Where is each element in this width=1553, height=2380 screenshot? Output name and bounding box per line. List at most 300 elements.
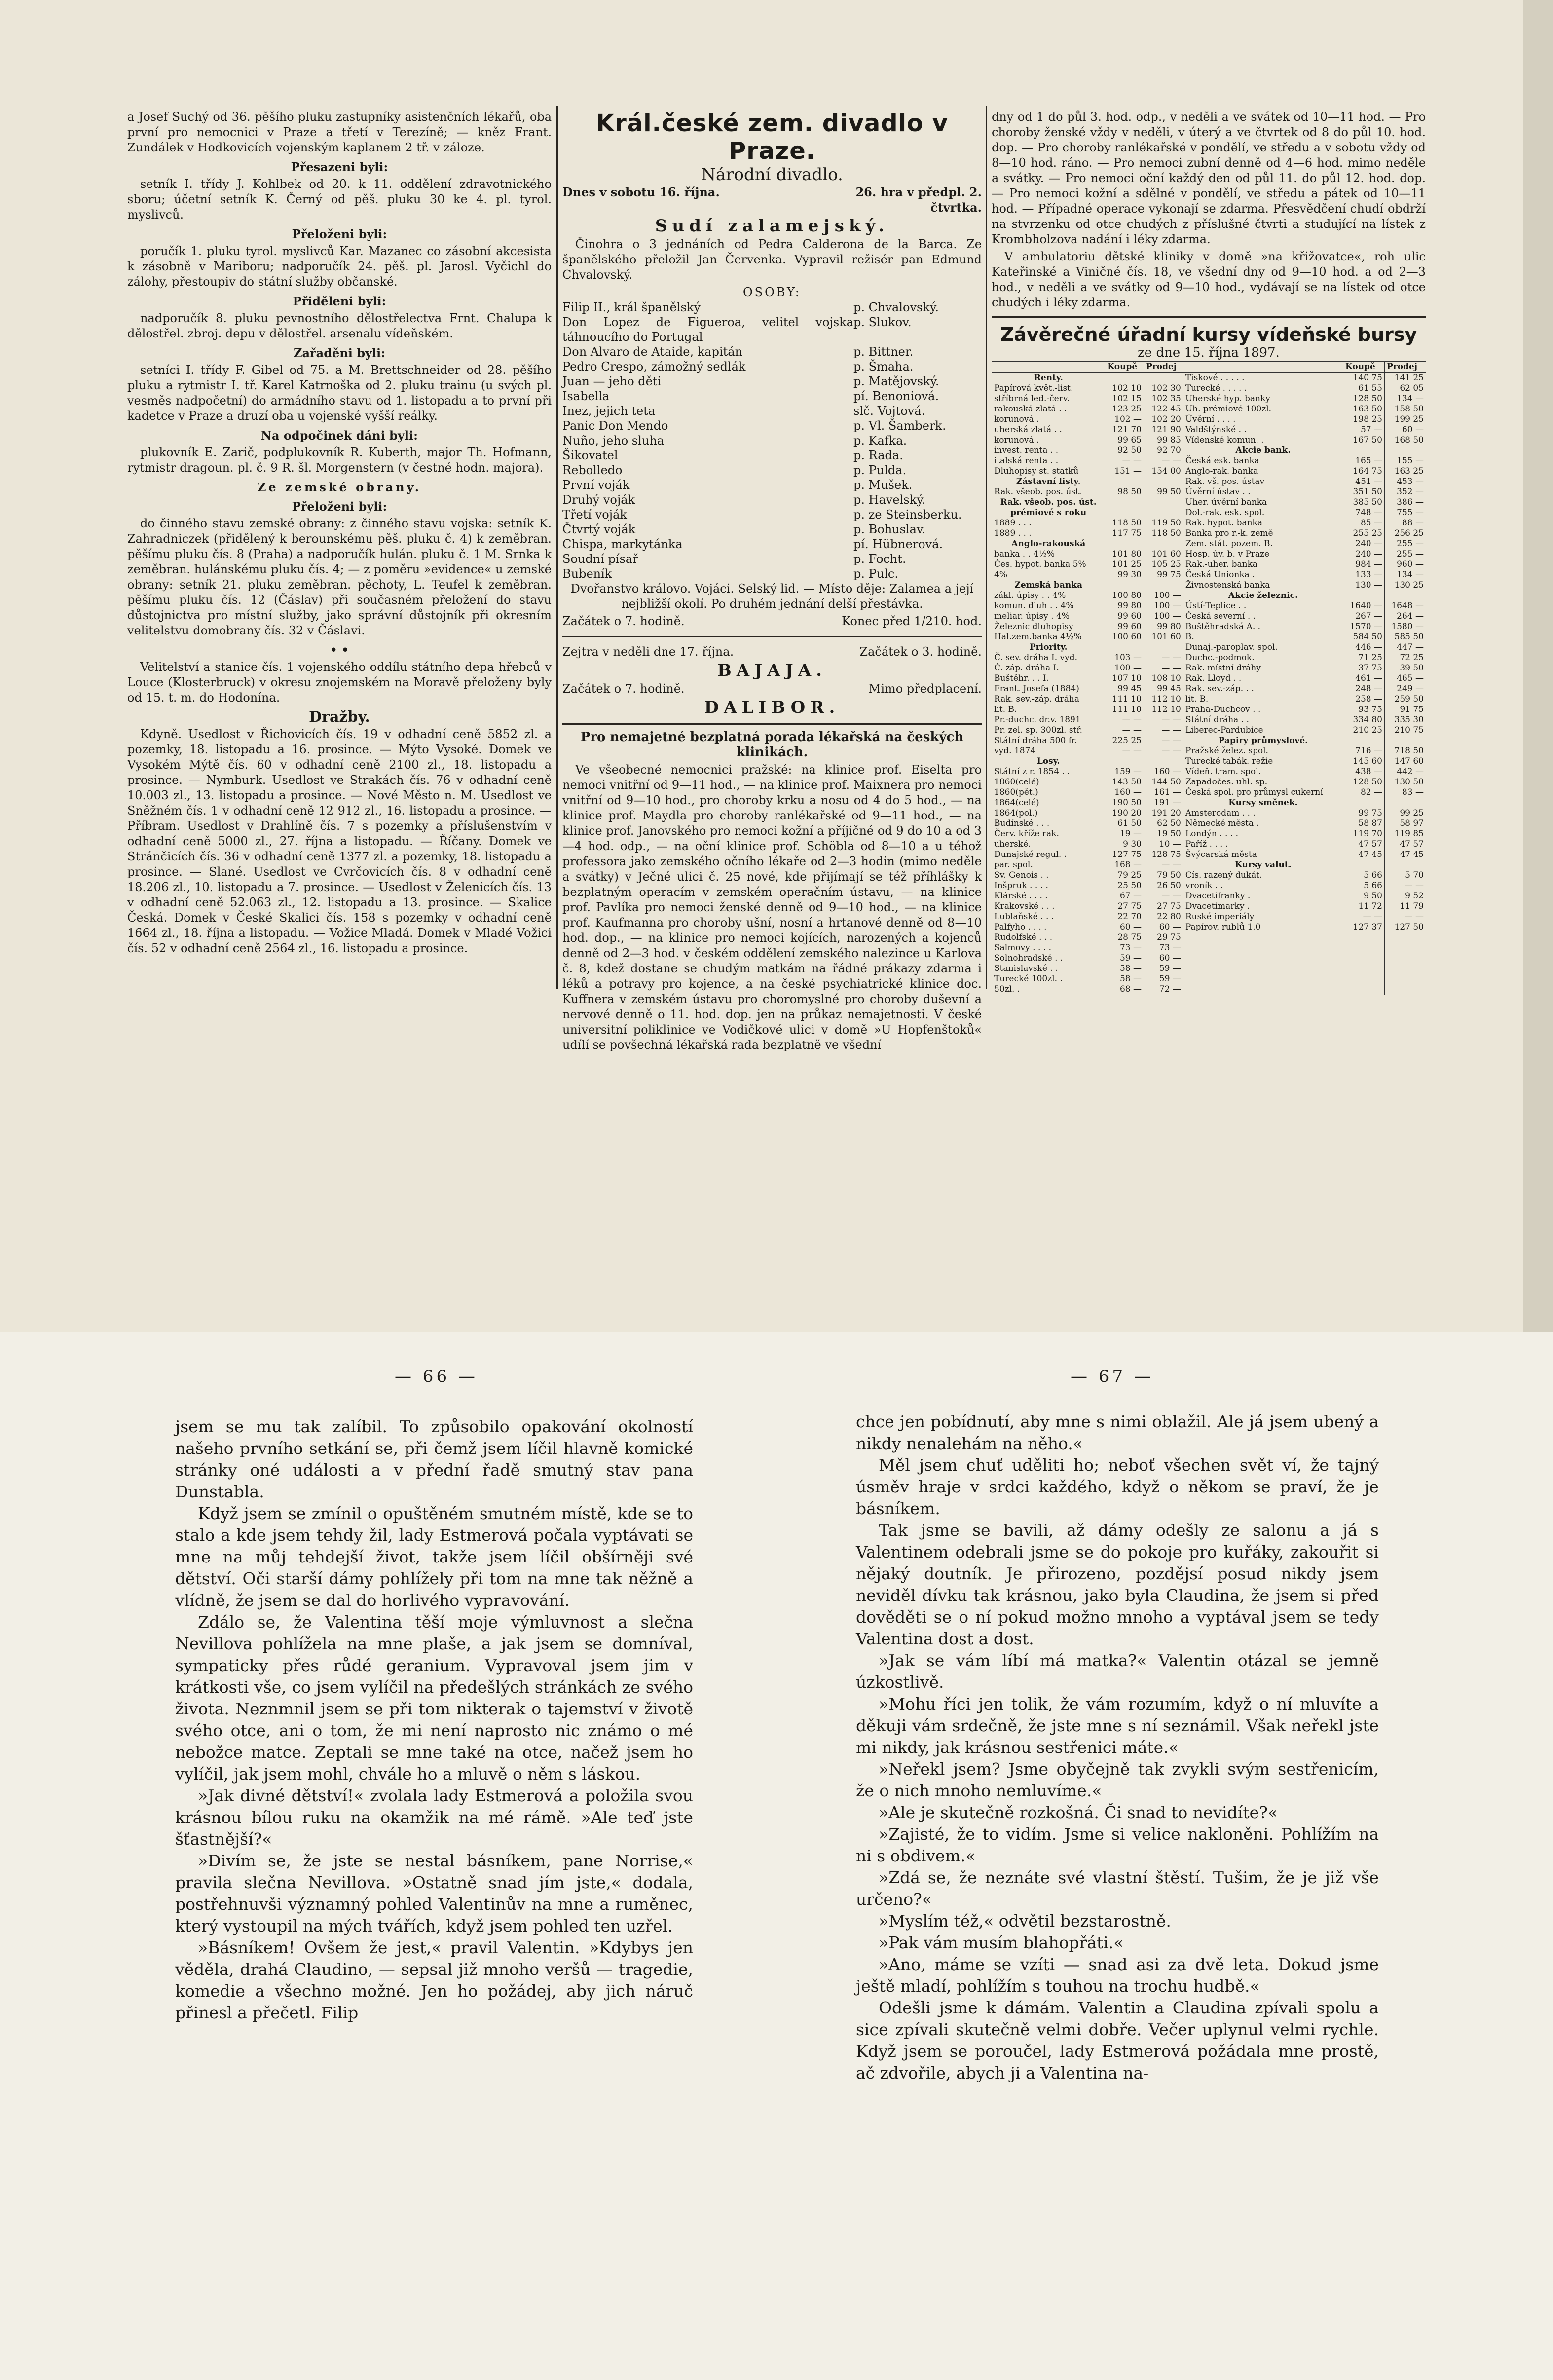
bursy-cell bbox=[1105, 477, 1144, 487]
bursy-cell: 68 — bbox=[1105, 984, 1144, 995]
bursy-cell: — — bbox=[1343, 912, 1384, 922]
bursy-cell: 112 10 bbox=[1144, 694, 1183, 705]
novel-page-left bbox=[175, 1416, 693, 2329]
bursy-cell: — — bbox=[1144, 891, 1183, 901]
bursy-cell: 144 50 bbox=[1144, 777, 1183, 787]
bursy-cell: uherské. bbox=[992, 839, 1105, 850]
bursy-row bbox=[992, 394, 1426, 404]
cast-actor: p. Rada. bbox=[853, 448, 903, 462]
bursy-cell bbox=[1183, 974, 1343, 984]
bursy-cell: Duchc.-podmok. bbox=[1183, 653, 1343, 663]
bursy-cell: Akcie železnic. bbox=[1183, 591, 1343, 601]
bursy-cell: 451 — bbox=[1343, 477, 1384, 487]
cast-role: Soudní písař bbox=[562, 552, 638, 566]
bursy-cell: 117 75 bbox=[1105, 528, 1144, 539]
bursy-cell: 258 — bbox=[1343, 694, 1384, 705]
bursy-cell: Anglo-rak. banka bbox=[1183, 466, 1343, 477]
bursy-cell: 108 10 bbox=[1144, 673, 1183, 684]
news-paragraph: setník I. třídy J. Kohlbek od 20. k 11. oddělení zdravotnického sboru; účetní setník K. Černý od pěš. pluku 30 ke 4. pl. tyrol. myslivců. bbox=[127, 177, 552, 222]
bursy-cell: zákl. úpisy . . 4% bbox=[992, 591, 1105, 601]
bursy-cell: Zemská banka bbox=[992, 580, 1105, 591]
bursy-cell bbox=[1343, 974, 1384, 984]
bursy-cell: 101 60 bbox=[1144, 632, 1183, 642]
bursy-cell bbox=[1385, 736, 1426, 746]
bursy-cell: 198 25 bbox=[1343, 414, 1384, 425]
bursy-cell: Paříž . . . . bbox=[1183, 839, 1343, 850]
bursy-row bbox=[992, 818, 1426, 829]
bursy-cell: 99 80 bbox=[1144, 622, 1183, 632]
bursy-cell bbox=[1105, 642, 1144, 653]
bursy-title: Závěrečné úřadní kursy vídeňské bursy bbox=[1000, 324, 1417, 345]
play-end: Konec před 1/210. hod. bbox=[842, 614, 982, 628]
page-number-left: — 66 — bbox=[395, 1367, 478, 1386]
bursy-cell: 60 — bbox=[1144, 922, 1183, 932]
bursy-cell: Sv. Genois . . bbox=[992, 870, 1105, 881]
bursy-cell: 118 50 bbox=[1144, 528, 1183, 539]
bursy-cell: Červ. kříže rak. bbox=[992, 829, 1105, 839]
bursy-cell: Dvacetifranky . bbox=[1183, 891, 1343, 901]
bursy-cell: 130 — bbox=[1343, 580, 1384, 591]
bursy-cell: Valdštýnské . . bbox=[1183, 425, 1343, 435]
right-column bbox=[992, 110, 1426, 994]
bursy-cell: 145 60 bbox=[1343, 756, 1384, 767]
tomorrow-play-evening: DALIBOR. bbox=[704, 698, 840, 717]
bursy-cell: Rak. vš. pos. ústav bbox=[1183, 477, 1343, 487]
bursy-cell: meliar. úpisy . 4% bbox=[992, 611, 1105, 622]
bursy-row bbox=[992, 673, 1426, 684]
bursy-cell: 453 — bbox=[1385, 477, 1426, 487]
bursy-cell: 447 — bbox=[1385, 642, 1426, 653]
bursy-row bbox=[992, 881, 1426, 891]
bursy-cell: Vídeň. tram. spol. bbox=[1183, 767, 1343, 777]
bursy-cell: 82 — bbox=[1343, 787, 1384, 798]
bursy-row bbox=[992, 622, 1426, 632]
bursy-cell: 168 50 bbox=[1385, 435, 1426, 446]
tomorrow-play: BAJAJA. bbox=[717, 661, 827, 680]
bursy-cell: B. bbox=[1183, 632, 1343, 642]
bursy-cell: 11 72 bbox=[1343, 901, 1384, 912]
bursy-row bbox=[992, 705, 1426, 715]
bursy-cell: 62 50 bbox=[1144, 818, 1183, 829]
cast-actor: p. Bittner. bbox=[853, 345, 914, 359]
bursy-row bbox=[992, 404, 1426, 414]
cast-actor: p. Focht. bbox=[853, 552, 906, 566]
bursy-row bbox=[992, 642, 1426, 653]
cast-role: Nuño, jeho sluha bbox=[562, 434, 665, 447]
bursy-cell: 91 75 bbox=[1385, 705, 1426, 715]
bursy-cell: — — bbox=[1105, 456, 1144, 466]
bursy-cell: 101 60 bbox=[1144, 549, 1183, 559]
cast-actor: pí. Hübnerová. bbox=[853, 537, 943, 551]
bursy-cell bbox=[1144, 508, 1183, 518]
bursy-row bbox=[992, 601, 1426, 611]
bursy-cell: 161 — bbox=[1144, 787, 1183, 798]
cast-row bbox=[562, 507, 982, 522]
bursy-cell bbox=[1144, 642, 1183, 653]
section-ornament: • • bbox=[330, 643, 349, 657]
news-paragraph: plukovník E. Zarič, podplukovník R. Kuberth, major Th. Hofmann, rytmistr dragoun. pl. č. 9 R. šl. Morgenstern (v čestné hodn. majora). bbox=[127, 446, 552, 475]
cast-row bbox=[562, 552, 982, 566]
novel-paragraph: jsem se mu tak zalíbil. To způsobilo opakování okolností našeho prvního setkání se, při čemž jsem líčil hlavně komické stránky oné události a v přední řadě smutný stav pana Dunstabla. bbox=[175, 1417, 693, 1501]
bursy-cell bbox=[1144, 477, 1183, 487]
bursy-cell: Státní dráha . . bbox=[1183, 715, 1343, 725]
bursy-cell: 47 57 bbox=[1385, 839, 1426, 850]
poradna-text: Ve všeobecné nemocnici pražské: na klinice prof. Eiselta pro nemoci vnitřní od 9—11 hod., — na klinice prof. Maixnera pro nemoci vnitřní od 9—10 hod., pro choroby krku a nosu od 4 do 5 hod., — na klinice prof. Maydla pro choroby ranlékařské od 9—11 hod., — na klinice prof. Janovského pro nemoci kožní a příjičné od 9 do 10 a od 3—4 hod. odp., — na oční klinice prof. Schöbla od 8—10 a u téhož professora jako zemského očního lékaře od 2—3 hodin (mimo neděle a svátky) v Ječné ulici č. 25 nové, kde přijímají se též příhlášky k bezplatným operacím v zemském operačním ústavu, — na klinice prof. Pavlíka pro nemoci ženské denně od 9—10 hod., — na klinice prof. Kaufmanna pro choroby ušní, nosní a hrtanové denně od 8—10 hod. dop., — na klinice pro nemoci kojících, narozených a kojenců denně od 2—3 hod. v českém oddělení zemského nalezince u Karlova č. 8, kdež dostane se chudým matkám na řádné prákazy zdarma i léků a potravy pro kojence, a na české psychiatrické klinice doc. Kuffnera v zemském ústavu pro choromyslné pro choroby duševní a nervové denně o 11. hod. dop. jen na průkaz nemajetnosti. V české universitní poliklinice ve Vodičkové ulici v domě »U Hopfenštoků« udílí se povšechná lékařská rada bezplatně ve všední bbox=[562, 763, 982, 1052]
theatre-subtitle: Národní divadlo. bbox=[701, 165, 843, 185]
bursy-cell bbox=[1385, 984, 1426, 995]
bursy-cell: Praha-Duchcov . . bbox=[1183, 705, 1343, 715]
novel-paragraph: »Jak divné dětství!« zvolala lady Estmerová a položila svou krásnou bílou ruku na okamžik na mé rámě. »Ale teď jste šťastnější?« bbox=[175, 1786, 693, 1849]
bursy-cell: lit. B. bbox=[1183, 694, 1343, 705]
bursy-row bbox=[992, 953, 1426, 964]
bursy-cell: 140 75 bbox=[1343, 372, 1384, 383]
bursy-cell: Anglo-rakouská bbox=[992, 539, 1105, 549]
bursy-cell: Česká Unionka . bbox=[1183, 570, 1343, 580]
bursy-cell: 72 25 bbox=[1385, 653, 1426, 663]
bursy-cell: Hal.zem.banka 4½% bbox=[992, 632, 1105, 642]
bursy-cell: 60 — bbox=[1105, 922, 1144, 932]
bursy-cell: 99 25 bbox=[1385, 808, 1426, 818]
cast-actor: p. Pulc. bbox=[853, 567, 898, 581]
novel-paragraph: »Ale je skutečně rozkošná. Či snad to nevidíte?« bbox=[879, 1803, 1278, 1822]
bursy-row bbox=[992, 580, 1426, 591]
bursy-cell: Frant. Josefa (1884) bbox=[992, 684, 1105, 694]
news-subheading: Přesazeni byli: bbox=[291, 160, 388, 174]
bursy-cell: 102 30 bbox=[1144, 383, 1183, 394]
bursy-cell: 249 — bbox=[1385, 684, 1426, 694]
bursy-cell: 22 80 bbox=[1144, 912, 1183, 922]
bursy-cell: 19 — bbox=[1105, 829, 1144, 839]
bursy-cell: — — bbox=[1105, 715, 1144, 725]
cast-role: Filip II., král španělský bbox=[562, 300, 701, 314]
bursy-row bbox=[992, 715, 1426, 725]
bursy-cell: 102 — bbox=[1105, 414, 1144, 425]
bursy-row bbox=[992, 756, 1426, 767]
bursy-cell bbox=[1385, 943, 1426, 953]
bursy-cell: Liberec-Pardubice bbox=[1183, 725, 1343, 736]
bursy-cell: — — bbox=[1385, 881, 1426, 891]
bursy-row bbox=[992, 611, 1426, 622]
bursy-cell: 47 45 bbox=[1343, 850, 1384, 860]
bursy-cell: 1860(pět.) bbox=[992, 787, 1105, 798]
bursy-cell: Papiry průmyslové. bbox=[1183, 736, 1343, 746]
bursy-row bbox=[992, 425, 1426, 435]
cast-row bbox=[562, 463, 982, 478]
cast-actor: p. Mušek. bbox=[853, 478, 913, 492]
bursy-cell: 9 52 bbox=[1385, 891, 1426, 901]
cast-row bbox=[562, 566, 982, 581]
bursy-cell: 98 50 bbox=[1105, 487, 1144, 497]
bursy-cell: 99 60 bbox=[1105, 611, 1144, 622]
bursy-cell: — — bbox=[1144, 456, 1183, 466]
bursy-cell: 127 75 bbox=[1105, 850, 1144, 860]
bursy-cell bbox=[1105, 508, 1144, 518]
bursy-row bbox=[992, 632, 1426, 642]
bursy-header-cell: Koupě bbox=[1343, 361, 1384, 372]
cast-role: Inez, jejich teta bbox=[562, 404, 656, 418]
cast-actor: p. Chvalovský. bbox=[853, 300, 939, 314]
bursy-cell: — — bbox=[1385, 912, 1426, 922]
bursy-cell: Ústí-Teplice . . bbox=[1183, 601, 1343, 611]
bursy-cell bbox=[1183, 932, 1343, 943]
cast-row bbox=[562, 433, 982, 448]
bursy-cell: par. spol. bbox=[992, 860, 1105, 870]
bursy-table bbox=[992, 361, 1426, 995]
bursy-cell: 11 79 bbox=[1385, 901, 1426, 912]
poradna-title: Pro nemajetné bezplatná porada lékařská na českých klinikách. bbox=[580, 730, 964, 760]
bursy-cell: Budínské . . . bbox=[992, 818, 1105, 829]
bursy-cell: Rak. sev.-záp. . . bbox=[1183, 684, 1343, 694]
bursy-cell: Renty. bbox=[992, 372, 1105, 383]
cast-row bbox=[562, 359, 982, 374]
bursy-cell: 50zl. . bbox=[992, 984, 1105, 995]
bursy-cell: Krakovské . . . bbox=[992, 901, 1105, 912]
bursy-cell: Inšpruk . . . . bbox=[992, 881, 1105, 891]
bursy-cell: Dluhopisy st. statků bbox=[992, 466, 1105, 477]
children-clinic-text: V ambulatoriu dětské kliniky v domě »na křižovatce«, roh ulic Kateřinské a Viničné čís. 18, ve všední dny od 9—10 hod. a od 2—3 hod., v neděli a ve svátky od 9—10 hod., vydávají se na lístek od otce chudých i léky zdarma. bbox=[992, 250, 1426, 309]
bursy-row bbox=[992, 964, 1426, 974]
cast-row bbox=[562, 389, 982, 404]
bursy-cell: Lublaňské . . . bbox=[992, 912, 1105, 922]
bursy-cell bbox=[1183, 943, 1343, 953]
bursy-cell: Turecké tabák. režie bbox=[1183, 756, 1343, 767]
bursy-cell: 155 — bbox=[1385, 456, 1426, 466]
bursy-row bbox=[992, 477, 1426, 487]
bursy-cell: Rak. místní dráhy bbox=[1183, 663, 1343, 673]
bursy-cell: Č. záp. dráha I. bbox=[992, 663, 1105, 673]
bursy-cell: 1889 . . . bbox=[992, 528, 1105, 539]
bursy-cell: Losy. bbox=[992, 756, 1105, 767]
cast-role: Don Alvaro de Ataide, kapitán bbox=[562, 345, 743, 359]
bursy-cell: 1864(pol.) bbox=[992, 808, 1105, 818]
bursy-cell: Uher. úvěrní banka bbox=[1183, 497, 1343, 508]
cast-role: Šikovatel bbox=[562, 448, 618, 462]
bursy-cell: stříbrná led.-červ. bbox=[992, 394, 1105, 404]
bursy-cell: 190 50 bbox=[1105, 798, 1144, 808]
bursy-cell: — — bbox=[1144, 653, 1183, 663]
bursy-cell: 73 — bbox=[1105, 943, 1144, 953]
novel-paragraph: »Zajisté, že to vidím. Jsme si velice nakloněni. Pohlížím na ni s obdivem.« bbox=[856, 1824, 1379, 1865]
theatre-subscription: 26. hra v předpl. 2. čtvrtka. bbox=[855, 185, 982, 215]
news-subheading: Přeloženi byli: bbox=[292, 227, 387, 241]
bursy-cell: 79 25 bbox=[1105, 870, 1144, 881]
bursy-cell: 101 80 bbox=[1105, 549, 1144, 559]
bursy-cell bbox=[1144, 497, 1183, 508]
cast-row bbox=[562, 418, 982, 433]
bursy-cell: Dvacetimarky . bbox=[1183, 901, 1343, 912]
bursy-cell: 748 — bbox=[1343, 508, 1384, 518]
play-setting: Dvořanstvo královo. Vojáci. Selský lid. — Místo děje: Zalamea a její nejbližší okolí. Po druhém jednání delší přestávka. bbox=[570, 582, 974, 611]
bursy-cell: 61 55 bbox=[1343, 383, 1384, 394]
bursy-cell bbox=[1144, 372, 1183, 383]
theatre-date-row bbox=[562, 185, 982, 215]
bursy-row bbox=[992, 829, 1426, 839]
bursy-cell: 61 50 bbox=[1105, 818, 1144, 829]
bursy-cell: 25 50 bbox=[1105, 881, 1144, 891]
bursy-cell: Priority. bbox=[992, 642, 1105, 653]
bursy-cell: 88 — bbox=[1385, 518, 1426, 528]
bursy-cell: 584 50 bbox=[1343, 632, 1384, 642]
bursy-cell: 85 — bbox=[1343, 518, 1384, 528]
bursy-cell bbox=[1144, 756, 1183, 767]
bursy-cell bbox=[1343, 932, 1384, 943]
bursy-cell: Státní z r. 1854 . . bbox=[992, 767, 1105, 777]
bursy-cell: Hosp. úv. b. v Praze bbox=[1183, 549, 1343, 559]
bursy-row bbox=[992, 736, 1426, 746]
bursy-cell bbox=[1385, 798, 1426, 808]
bursy-cell: 39 50 bbox=[1385, 663, 1426, 673]
bursy-cell: 112 10 bbox=[1144, 705, 1183, 715]
bursy-cell: 119 85 bbox=[1385, 829, 1426, 839]
bursy-cell: 5 66 bbox=[1343, 881, 1384, 891]
bursy-row bbox=[992, 518, 1426, 528]
news-paragraph: poručík 1. pluku tyrol. myslivců Kar. Mazanec co zásobní akcesista k zásobně v Mariboru; nadporučík 24. pěš. pl. Jarosl. Vyčichl do zálohy, přestoupiv do státní služby občanské. bbox=[127, 244, 552, 289]
bursy-cell: 79 50 bbox=[1144, 870, 1183, 881]
bursy-cell: 105 25 bbox=[1144, 559, 1183, 570]
bursy-cell: 19 50 bbox=[1144, 829, 1183, 839]
cast-role: Bubeník bbox=[562, 567, 612, 581]
bursy-cell: 121 90 bbox=[1144, 425, 1183, 435]
drazby-heading: Dražby. bbox=[309, 708, 370, 726]
news-subheading: Přiděleni byli: bbox=[293, 294, 386, 308]
bursy-cell: 9 30 bbox=[1105, 839, 1144, 850]
bursy-cell: Akcie bank. bbox=[1183, 446, 1343, 456]
bursy-cell: 26 50 bbox=[1144, 881, 1183, 891]
bursy-cell: 167 50 bbox=[1343, 435, 1384, 446]
bursy-cell: 47 57 bbox=[1343, 839, 1384, 850]
bursy-cell bbox=[1385, 974, 1426, 984]
bursy-cell: Česká esk. banka bbox=[1183, 456, 1343, 466]
bursy-row bbox=[992, 653, 1426, 663]
bursy-row bbox=[992, 466, 1426, 477]
bursy-row bbox=[992, 943, 1426, 953]
bursy-cell: korunová . bbox=[992, 435, 1105, 446]
bursy-header-cell: Prodej bbox=[1144, 361, 1183, 372]
bursy-cell bbox=[1385, 446, 1426, 456]
bursy-cell: Vídenské komun. . bbox=[1183, 435, 1343, 446]
bursy-cell: 47 45 bbox=[1385, 850, 1426, 860]
bursy-table-header bbox=[992, 361, 1426, 372]
bursy-cell: Státní dráha 500 fr. bbox=[992, 736, 1105, 746]
bursy-cell bbox=[1183, 984, 1343, 995]
bursy-cell: Uh. prémiové 100zl. bbox=[1183, 404, 1343, 414]
bursy-cell: Buštěhr. . . I. bbox=[992, 673, 1105, 684]
news-subheading: Na odpočinek dáni byli: bbox=[261, 428, 418, 443]
bursy-cell: 1570 — bbox=[1343, 622, 1384, 632]
bursy-cell: 101 25 bbox=[1105, 559, 1144, 570]
bursy-cell: 255 25 bbox=[1343, 528, 1384, 539]
bursy-cell: 154 00 bbox=[1144, 466, 1183, 477]
page-edge bbox=[1523, 0, 1553, 1332]
bursy-cell bbox=[1385, 932, 1426, 943]
bursy-row bbox=[992, 860, 1426, 870]
bursy-cell: — — bbox=[1144, 746, 1183, 756]
bursy-cell: 130 50 bbox=[1385, 777, 1426, 787]
novel-paragraph: »Pak vám musím blahopřáti.« bbox=[879, 1933, 1124, 1952]
bursy-row bbox=[992, 850, 1426, 860]
cast-actor: p. Pulda. bbox=[853, 463, 907, 477]
bursy-cell: 718 50 bbox=[1385, 746, 1426, 756]
bursy-cell: 755 — bbox=[1385, 508, 1426, 518]
bursy-cell bbox=[1144, 539, 1183, 549]
bursy-cell: Dunaj.-paroplav. spol. bbox=[1183, 642, 1343, 653]
bursy-row bbox=[992, 767, 1426, 777]
novel-paragraph: »Ano, máme se vzíti — snad asi za dvě leta. Dokud jsme ještě mladí, pohlížím s touhou na trochu hudbě.« bbox=[856, 1955, 1379, 1996]
bursy-cell: 37 75 bbox=[1343, 663, 1384, 673]
novel-paragraph: »Mohu říci jen tolik, že vám rozumím, když o ní mluvíte a děkuji vám srdečně, že jste mne s ní seznámil. Však neřekl jste mi nikdy, jak krásnou sestřenici máte.« bbox=[856, 1694, 1379, 1757]
bursy-row bbox=[992, 798, 1426, 808]
bursy-cell: Švýcarská města bbox=[1183, 850, 1343, 860]
bursy-cell bbox=[1343, 798, 1384, 808]
bursy-cell: 99 50 bbox=[1144, 487, 1183, 497]
bursy-cell: Amsterodam . . . bbox=[1183, 808, 1343, 818]
bursy-cell: 99 75 bbox=[1343, 808, 1384, 818]
cast-row bbox=[562, 492, 982, 507]
bursy-cell: 67 — bbox=[1105, 891, 1144, 901]
bursy-cell: 22 70 bbox=[1105, 912, 1144, 922]
cast-actor: p. ze Steinsberku. bbox=[853, 508, 962, 521]
bursy-cell: 127 37 bbox=[1343, 922, 1384, 932]
bursy-cell bbox=[1105, 372, 1144, 383]
bursy-cell: 1640 — bbox=[1343, 601, 1384, 611]
bursy-row bbox=[992, 372, 1426, 383]
bursy-cell: Úvěrní . . . . bbox=[1183, 414, 1343, 425]
bursy-cell: 585 50 bbox=[1385, 632, 1426, 642]
bursy-date: ze dne 15. října 1897. bbox=[1138, 345, 1280, 360]
tomorrow-date: Zejtra v neděli dne 17. října. bbox=[562, 645, 734, 659]
bursy-cell: 92 70 bbox=[1144, 446, 1183, 456]
bursy-cell: 128 50 bbox=[1343, 394, 1384, 404]
theatre-title: Král.české zem. divadlo v Praze. bbox=[595, 110, 949, 165]
military-news-column bbox=[127, 110, 552, 988]
bursy-cell: Rak.-uher. banka bbox=[1183, 559, 1343, 570]
bursy-cell: 168 — bbox=[1105, 860, 1144, 870]
cast-actor: p. Matějovský. bbox=[853, 374, 939, 388]
bursy-row bbox=[992, 694, 1426, 705]
bursy-cell: 57 — bbox=[1343, 425, 1384, 435]
bursy-cell: Salmovy . . . . bbox=[992, 943, 1105, 953]
novel-paragraph: Měl jsem chuť uděliti ho; neboť všechen svět ví, že tajný úsměv hraje v srdci každého, když o někom se praví, že je básníkem. bbox=[856, 1455, 1379, 1518]
cast-role: První voják bbox=[562, 478, 630, 492]
novel-paragraph: »Divím se, že jste se nestal básníkem, pane Norrise,« pravila slečna Nevillova. »Ostatně snad jím jste,« dodala, postřehnuvši významný pohled Valentinův na mne a ruměnec, který vystoupil na mých tvářích, když jsem pohled ten uzřel. bbox=[175, 1851, 693, 1935]
bursy-cell: 99 45 bbox=[1144, 684, 1183, 694]
bursy-cell: 264 — bbox=[1385, 611, 1426, 622]
bursy-cell: 83 — bbox=[1385, 787, 1426, 798]
bursy-cell: 100 60 bbox=[1105, 632, 1144, 642]
bursy-cell: 111 10 bbox=[1105, 705, 1144, 715]
bursy-cell: 716 — bbox=[1343, 746, 1384, 756]
bursy-row bbox=[992, 456, 1426, 466]
column-rule bbox=[556, 106, 558, 989]
bursy-cell: 127 50 bbox=[1385, 922, 1426, 932]
bursy-header-cell: Koupě bbox=[1105, 361, 1144, 372]
bursy-cell: 118 50 bbox=[1105, 518, 1144, 528]
cast-row bbox=[562, 522, 982, 537]
bursy-cell: 334 80 bbox=[1343, 715, 1384, 725]
cast-row bbox=[562, 300, 982, 315]
bursy-cell: 111 10 bbox=[1105, 694, 1144, 705]
bursy-cell bbox=[1385, 953, 1426, 964]
novel-paragraph: Zdálo se, že Valentina těší moje výmluvnost a slečna Nevillova pohlížela na mne plaše, a jak jsem se domníval, sympaticky přes růdé geranium. Vypravoval jsem jim v krátkosti vše, co jsem vylíčil na předešlých stránkách ze svého života. Neznmnil jsem se při tom nikterak o tajemství v životě svého otce, ani o tom, že mi není naprosto nic známo o mé nebožce matce. Zeptali se mne také na otce, načež jsem ho vylíčil, jak jsem mohl, chvále ho a mluvě o něm s láskou. bbox=[175, 1612, 693, 1784]
bursy-cell: Solnohradské . . bbox=[992, 953, 1105, 964]
novel-page-right bbox=[856, 1411, 1379, 2329]
bursy-cell: 60 — bbox=[1144, 953, 1183, 964]
bursy-cell: 9 50 bbox=[1343, 891, 1384, 901]
play-start: Začátek o 7. hodině. bbox=[562, 614, 685, 628]
bursy-row bbox=[992, 559, 1426, 570]
bursy-cell: 160 — bbox=[1144, 767, 1183, 777]
novel-paragraph: »Zdá se, že neznáte své vlastní štěstí. Tušim, že je již vše určeno?« bbox=[856, 1868, 1379, 1909]
